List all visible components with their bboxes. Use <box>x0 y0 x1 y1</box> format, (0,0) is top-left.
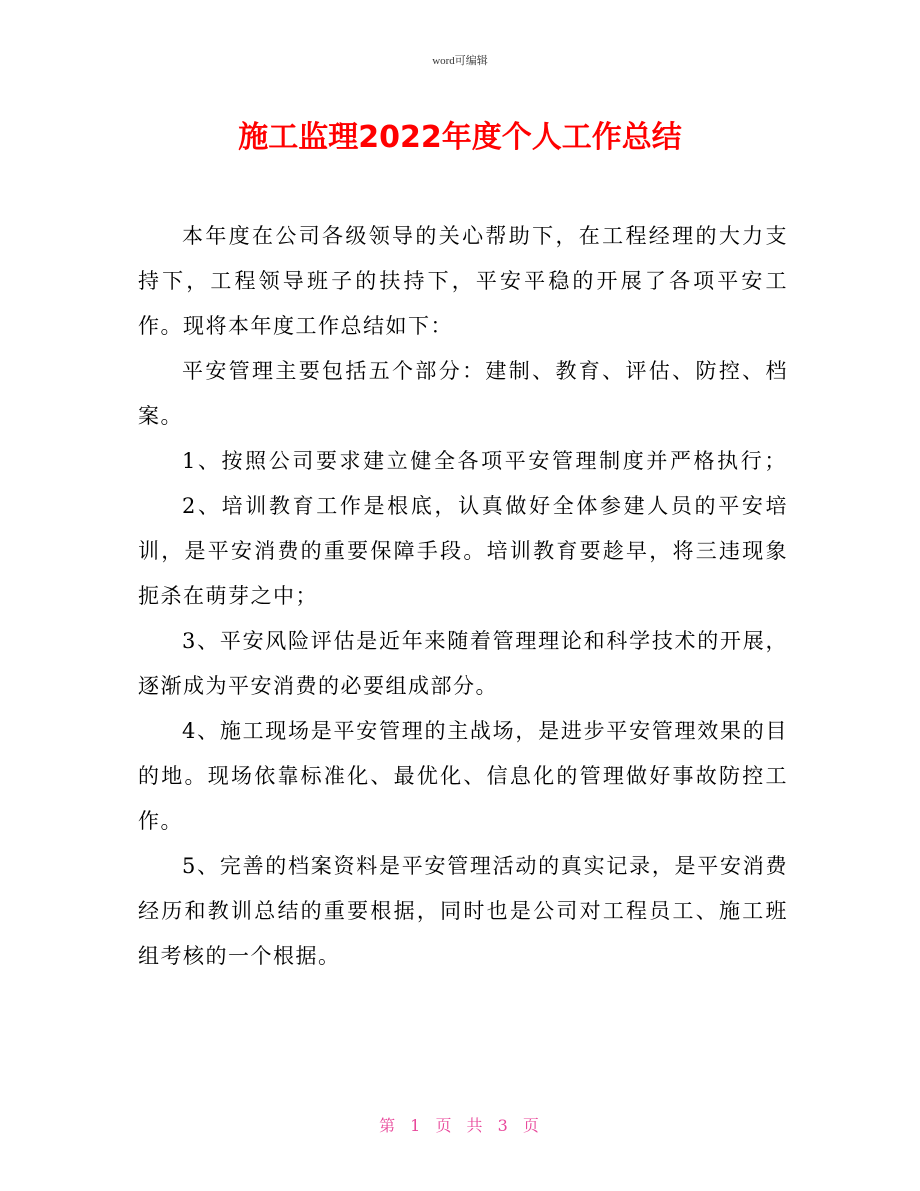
document-title: 施工监理2022年度个人工作总结 <box>238 120 682 155</box>
paragraph-intro: 本年度在公司各级领导的关心帮助下，在工程经理的大力支持下，工程领导班子的扶持下，平安平稳的开展了各项平安工作。现将本年度工作总结如下： <box>138 224 788 338</box>
paragraph-overview: 平安管理主要包括五个部分：建制、教育、评估、防控、档案。 <box>138 359 788 428</box>
paragraph-item-2: 2、培训教育工作是根底，认真做好全体参建人员的平安培训，是平安消费的重要保障手段。培训教育要趁早，将三违现象扼杀在萌芽之中； <box>138 494 788 608</box>
paragraph-item-1: 1、按照公司要求建立健全各项平安管理制度并严格执行； <box>182 449 788 473</box>
document-body <box>138 214 788 979</box>
page-number-footer: 第 1 页 共 3 页 <box>379 1116 541 1135</box>
paragraph-item-3: 3、平安风险评估是近年来随着管理理论和科学技术的开展，逐渐成为平安消费的必要组成部分。 <box>138 629 788 698</box>
header-note: word可编辑 <box>432 55 488 67</box>
paragraph-item-5: 5、完善的档案资料是平安管理活动的真实记录，是平安消费经历和教训总结的重要根据，同时也是公司对工程员工、施工班组考核的一个根据。 <box>138 854 788 968</box>
paragraph-item-4: 4、施工现场是平安管理的主战场，是进步平安管理效果的目的地。现场依靠标准化、最优化、信息化的管理做好事故防控工作。 <box>138 719 788 833</box>
